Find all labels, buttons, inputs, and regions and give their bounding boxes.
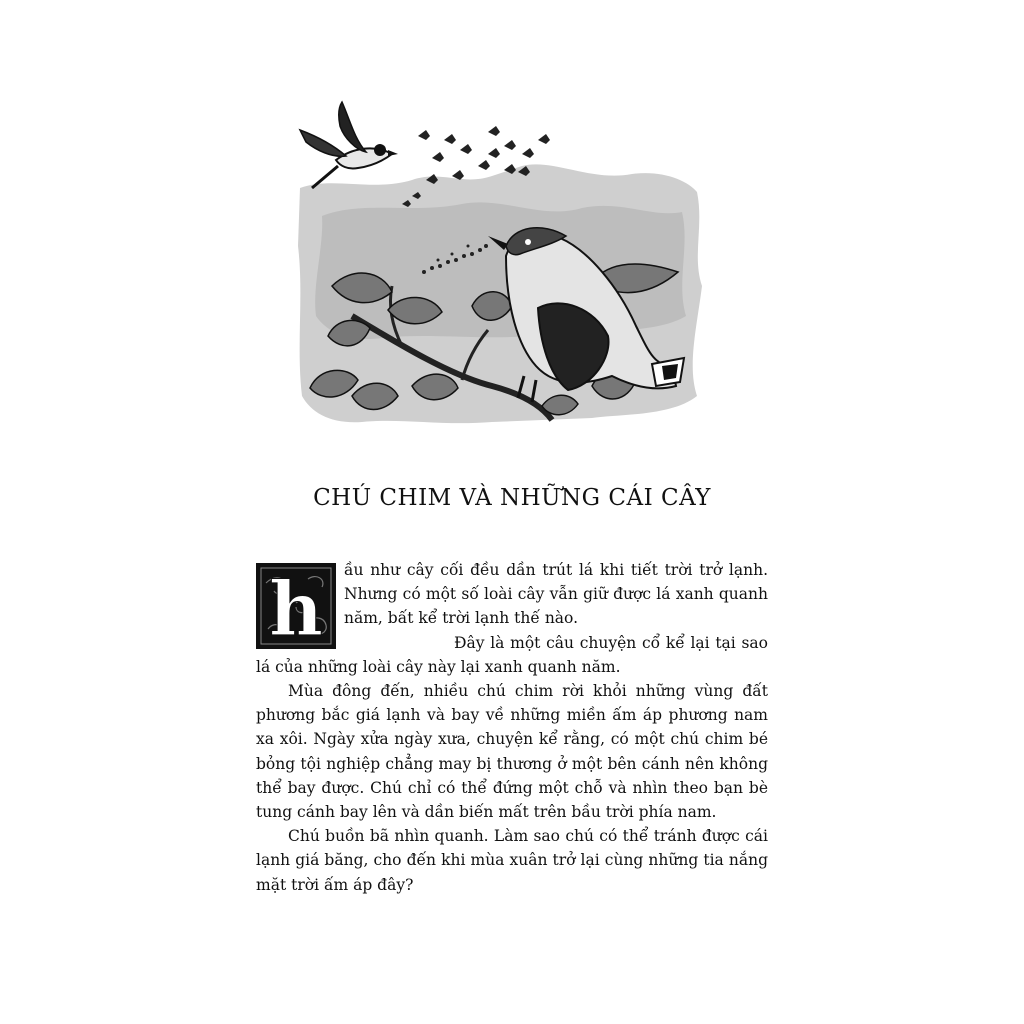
bird-illustration bbox=[292, 96, 712, 436]
paragraph-2: Đây là một câu chuyện cổ kể lại tại sao lá của những loài cây này lại xanh quanh năm. bbox=[256, 633, 768, 676]
paragraph-3: Mùa đông đến, nhiều chú chim rời khỏi những vùng đất phương bắc giá lạnh và bay về những miền ấm áp phương nam xa xôi. Ngày xửa ngày xưa, chuyện kể rằng, có một chú chim bé bỏng tội nghiệp chẳng may bị thương ở một bên cánh nên không thể bay được. Chú chỉ có thể đứng một chỗ và nhìn theo bạn bè tung cánh bay lên và dần biến mất trên bầu trời phía nam. bbox=[256, 682, 768, 822]
dropcap-letter: h bbox=[269, 567, 323, 649]
story-body bbox=[256, 558, 768, 897]
story-title: CHÚ CHIM VÀ NHỮNG CÁI CÂY bbox=[313, 485, 711, 511]
ornate-dropcap bbox=[256, 563, 336, 649]
paragraph-4: Chú buồn bã nhìn quanh. Làm sao chú có thể tránh được cái lạnh giá băng, cho đến khi mùa xuân trở lại cùng những tia nắng mặt trời ấm áp đây? bbox=[256, 827, 768, 894]
paragraph-1: ầu như cây cối đều dần trút lá khi tiết trời trở lạnh. Nhưng có một số loài cây vẫn giữ được lá xanh quanh năm, bất kể trời lạnh thế nào. bbox=[344, 561, 768, 628]
flying-bird bbox=[300, 102, 398, 188]
